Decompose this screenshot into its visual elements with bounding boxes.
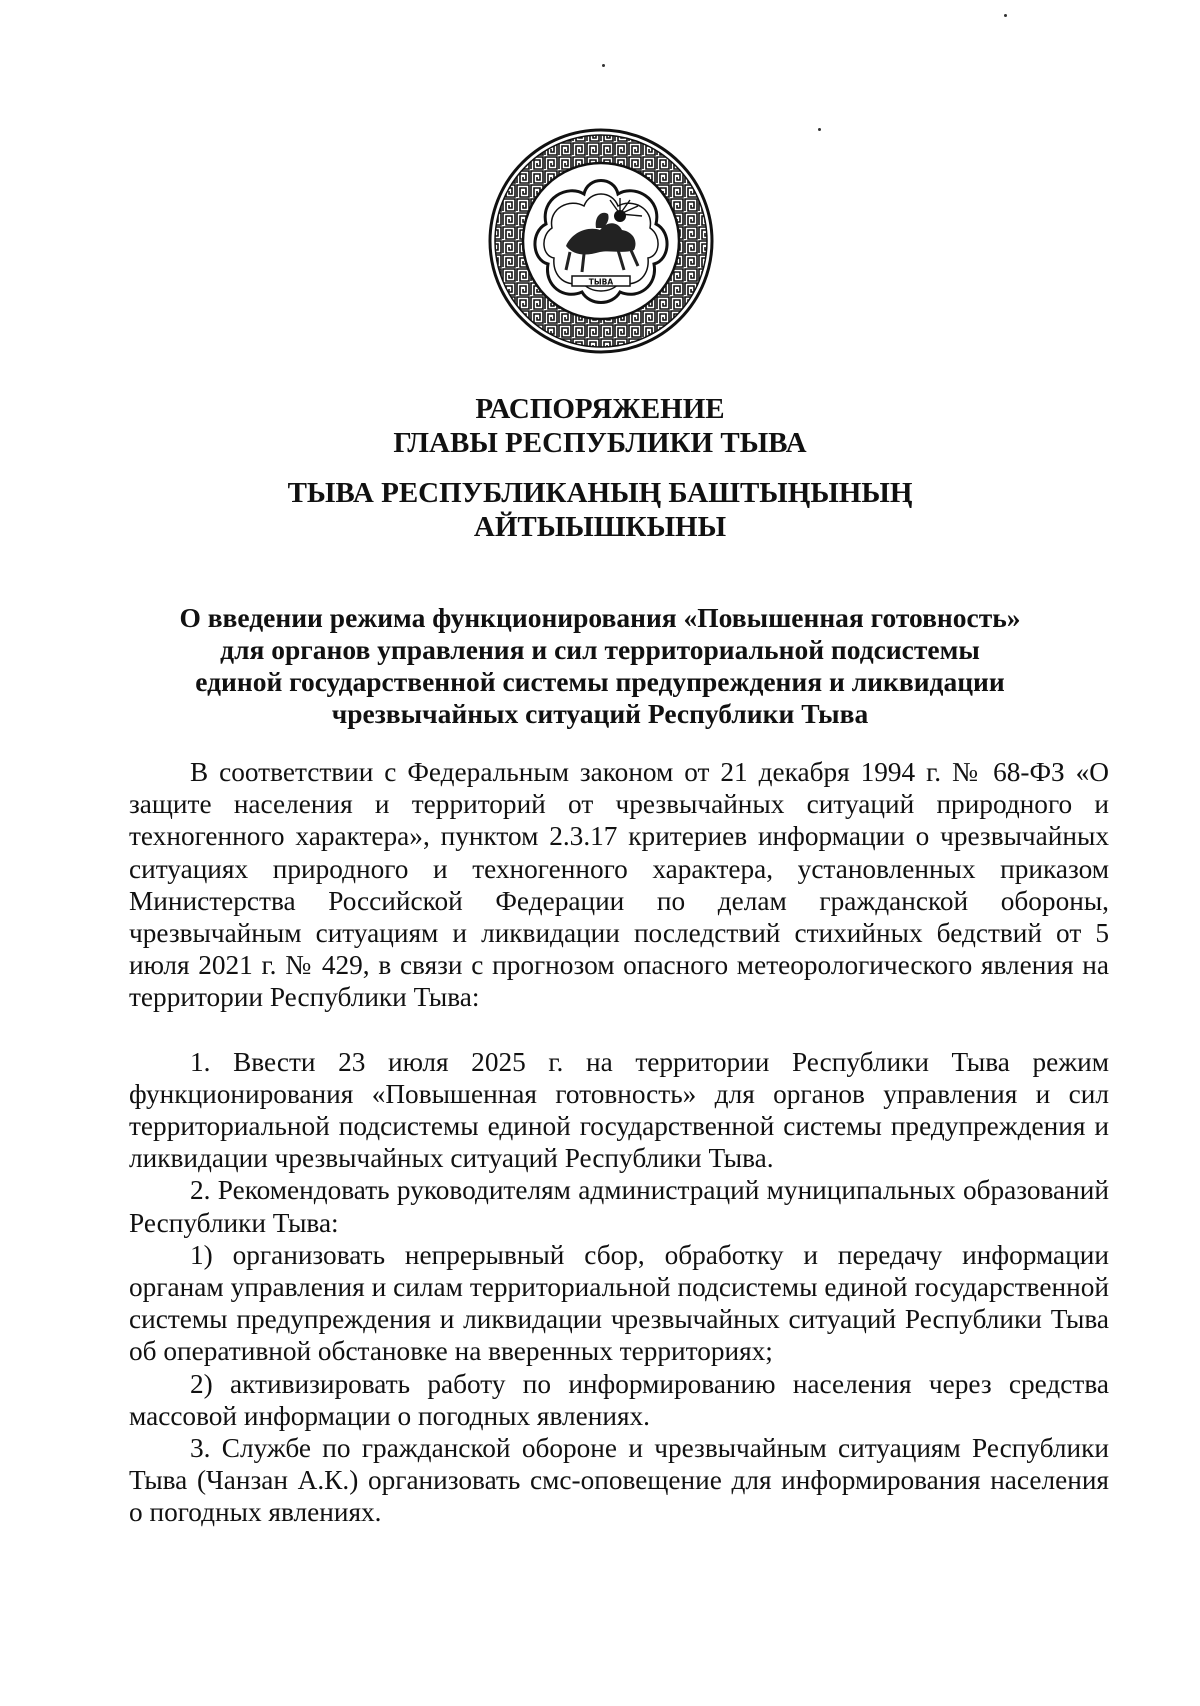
title-line-1: РАСПОРЯЖЕНИЕ <box>475 393 725 425</box>
preamble-paragraph: В соответствии с Федеральным законом от 21 декабря 1994 г. № 68-ФЗ «О защите населения и территорий от чрезвычайных ситуаций природного и техногенного характера», пунктом 2.3.17 критериев информации о чрезвычайных ситуациях природного и техногенного характера, установленных приказом Министерства Российской Федерации по делам гражданской обороны, чрезвычайным ситуациям и ликвидации последствий стихийных бедствий от 5 июля 2021 г. № 429, в связи с прогнозом опасного метеорологического явления на территории Республики Тыва: <box>129 757 1109 1013</box>
scan-speck <box>818 128 821 131</box>
title-line-2: ГЛАВЫ РЕСПУБЛИКИ ТЫВА <box>393 427 807 459</box>
subject-line-2: для органов управления и сил территориальной подсистемы <box>220 634 980 665</box>
title-tuvan-line-2: АЙТЫЫШКЫНЫ <box>473 511 727 543</box>
document-title <box>100 392 1100 460</box>
clause-2-1-paragraph: 1) организовать непрерывный сбор, обработку и передачу информации органам управления и силам территориальной подсистемы единой государственной системы предупреждения и ликвидации чрезвычайных ситуаций Республики Тыва об оперативной обстановке на вверенных территориях; <box>129 1239 1109 1367</box>
republic-emblem-icon <box>488 128 714 354</box>
document-body <box>129 756 1109 1529</box>
clause-3-paragraph: 3. Службе по гражданской обороне и чрезвычайным ситуациям Республики Тыва (Чанзан А.К.) организовать смс-оповещение для информирования населения о погодных явлениях. <box>129 1433 1109 1528</box>
subject-line-1: О введении режима функционирования «Повышенная готовность» <box>179 602 1021 633</box>
document-subject <box>100 602 1100 730</box>
emblem-inscription: ТЫВА <box>588 277 614 287</box>
document-title-tuvan <box>100 476 1100 544</box>
clause-2-2-paragraph: 2) активизировать работу по информированию населения через средства массовой информации о погодных явлениях. <box>129 1368 1109 1431</box>
clause-2-paragraph: 2. Рекомендовать руководителям администраций муниципальных образований Республики Тыва: <box>129 1175 1109 1238</box>
title-tuvan-line-1: ТЫВА РЕСПУБЛИКАНЫҢ БАШТЫҢЫНЫҢ <box>287 477 913 509</box>
scan-speck <box>1004 14 1007 17</box>
subject-line-3: единой государственной системы предупреждения и ликвидации <box>195 666 1005 697</box>
scan-speck <box>602 64 605 67</box>
clause-1-paragraph: 1. Ввести 23 июля 2025 г. на территории Республики Тыва режим функционирования «Повышенная готовность» для органов управления и сил территориальной подсистемы единой государственной системы предупреждения и ликвидации чрезвычайных ситуаций Республики Тыва. <box>129 1046 1109 1174</box>
subject-line-4: чрезвычайных ситуаций Республики Тыва <box>331 698 869 729</box>
